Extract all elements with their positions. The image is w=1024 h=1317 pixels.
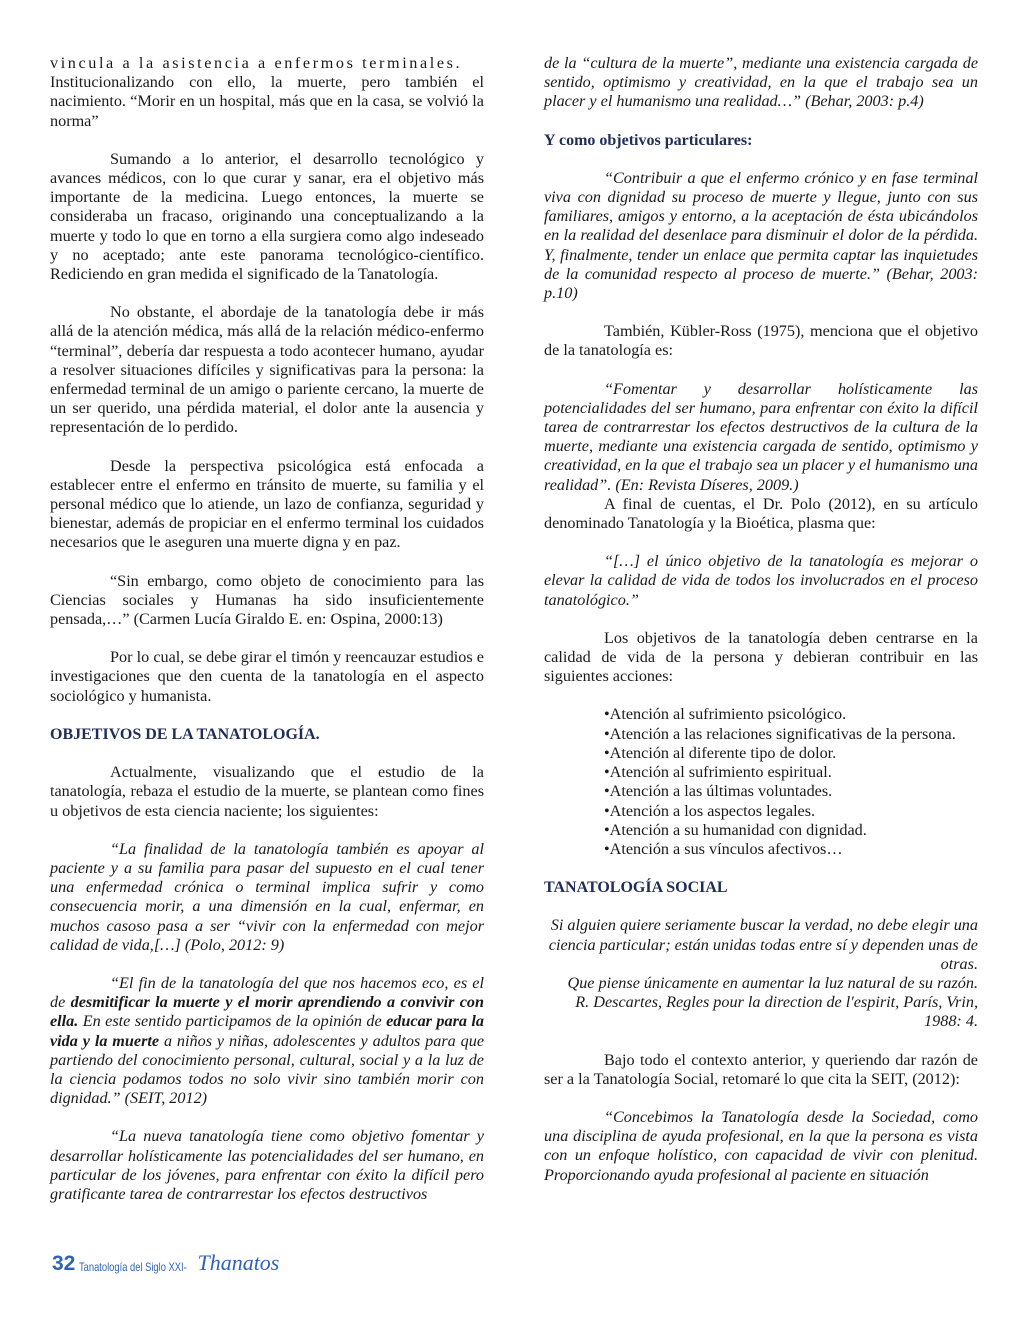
list-item: •Atención a las relaciones significativas de la persona. <box>604 724 956 743</box>
list-item: •Atención a su humanidad con dignidad. <box>604 820 867 839</box>
epigraph-citation: R. Descartes, Regles pour la direction de l'espirit, París, Vrin, 1988: 4. <box>575 993 978 1031</box>
section-heading: OBJETIVOS DE LA TANATOLOGÍA. <box>50 725 320 743</box>
magazine-title: Tanatología del Siglo XXI- <box>79 1260 188 1274</box>
left-column <box>50 54 484 1204</box>
quote-bold-text: educar para la vida y la muerte <box>50 1012 484 1050</box>
page-number: 32 <box>52 1252 76 1275</box>
quote: “Contribuir a que el enfermo crónico y en fase terminal viva con dignidad su proceso de muerte y llegue, junto con sus familiares, amigos y entorno, a la aceptación de ésta ubicándolos en la realidad del desenlace para disminuir el dolor de la pérdida. Y, finalmente, tender un enlace que permita captar las inquietudes de la comunidad respecto al proceso de muerte.” (Behar, 2003: p.10) <box>544 168 978 303</box>
quote: “[…] el único objetivo de la tanatología es mejorar o elevar la calidad de vida de todos los involucrados en el proceso tanatológico.” <box>544 552 978 609</box>
paragraph: Sumando a lo anterior, el desarrollo tecnológico y avances médicos, con lo que curar y sanar, era el objetivo más importante de la medicina. Luego entonces, la muerte se consideraba un fracaso, originando una conceptualizando a la muerte y todo lo que en torno a ella surgiera como algo indeseado y no aceptado; ante este panorama tecnológico-científico. Rediciendo en gran medida el significado de la Tanatología. <box>50 149 484 284</box>
epigraph: Que piense únicamente en aumentar la luz natural de su razón. <box>567 973 978 992</box>
quote: “Concebimos la Tanatología desde la Sociedad, como una disciplina de ayuda profesional, en la que la persona es vista con un enfoque holístico, con capacidad de vivir con plenitud. Proporcionando ayuda profesional al paciente en situación <box>544 1107 978 1184</box>
paragraph: “Sin embargo, como objeto de conocimiento para las Ciencias sociales y Humanas ha sido insuficientemente pensada,…” (Carmen Lucía Giraldo E. en: Ospina, 2000:13) <box>50 571 484 629</box>
paragraph: Institucionalizando con ello, la muerte, pero también el nacimiento. “Morir en un hospital, más que en la casa, se volvió la norma” <box>50 73 484 130</box>
list-item: •Atención a los aspectos legales. <box>604 801 816 820</box>
quote: “La finalidad de la tanatología también es apoyar al paciente y a su familia para pasar del supuesto en el cual tener una enfermedad crónica o terminal implica sufrir y como consecuencia morir, a una dimensión en la cual, enfermar, en muchos casoso pasa a ser “vivir con la enfermedad con mejor calidad de vida,[…] (Polo, 2012: 9) <box>50 839 484 954</box>
list-item: •Atención a las últimas voluntades. <box>604 782 833 801</box>
actions-list <box>544 705 978 859</box>
page-footer <box>52 1250 279 1276</box>
quote-text: En este sentido participamos de la opinión de <box>78 1012 387 1031</box>
paragraph: A final de cuentas, el Dr. Polo (2012), en su artículo denominado Tanatología y la Bioética, plasma que: <box>544 494 978 533</box>
quote <box>50 974 484 1108</box>
subheading: Y como objetivos particulares: <box>544 131 753 149</box>
paragraph: No obstante, el abordaje de la tanatología debe ir más allá de la atención médica, más allá de la relación médico-enfermo “terminal”, debería dar respuesta a todo acontecer humano, ayudar a resolver situaciones difíciles y significativas para la persona: la enfermedad terminal de un amigo o pariente cercano, la muerte de un ser querido, una pérdida material, el dolor ante la ausencia y representación de lo perdido. <box>50 303 484 437</box>
quote: “Fomentar y desarrollar holísticamente las potencialidades del ser humano, para enfrentar con éxito la difícil tarea de contrarrestar los efectos destructivos de la cultura de la muerte, mediante una existencia cargada de sentido, optimismo y creatividad, en la que el trabajo sea un placer y el humanismo una realidad”. (En: Revista Díseres, 2009.) <box>544 379 978 494</box>
paragraph: vincula a la asistencia a enfermos terminales. <box>50 54 463 72</box>
paragraph: Actualmente, visualizando que el estudio de la tanatología, rebaza el estudio de la muerte, se plantean como fines u objetivos de esta ciencia naciente; los siguientes: <box>50 763 484 820</box>
paragraph: También, Kübler-Ross (1975), menciona que el objetivo de la tanatología es: <box>544 322 978 360</box>
paragraph: Por lo cual, se debe girar el timón y reencauzar estudios e investigaciones que den cuenta de la tanatología en el aspecto sociológico y humanista. <box>50 648 484 705</box>
quote-text: a niños y niñas, adolescentes y adultos para que partiendo del conocimiento personal, cultural, social y a la luz de la ciencia podamos todos no solo vivir sino también morir con dignidad.” (SEIT, 2012) <box>50 1031 485 1108</box>
epigraph: Si alguien quiere seriamente buscar la verdad, no debe elegir una ciencia particular; están unidas todas entre sí y dependen unas de otras. <box>548 916 978 973</box>
magazine-logo: Thanatos <box>197 1250 280 1275</box>
list-item: •Atención al sufrimiento espiritual. <box>604 763 832 782</box>
quote: “La nueva tanatología tiene como objetivo fomentar y desarrollar holísticamente las potencialidades del ser humano, en particular de los jóvenes, para enfrentar con éxito la difícil pero gratificante tarea de contrarrestar los efectos destructivos <box>50 1127 484 1203</box>
paragraph: Los objetivos de la tanatología deben centrarse en la calidad de vida de la persona y debieran contribuir en las siguientes acciones: <box>544 628 978 686</box>
quote-bold-text: desmitificar la muerte y el morir aprendiendo a convivir con ella. <box>50 993 485 1031</box>
list-item: •Atención al sufrimiento psicológico. <box>604 705 847 724</box>
list-item: •Atención al diferente tipo de dolor. <box>604 743 837 762</box>
list-item: •Atención a sus vínculos afectivos… <box>604 839 843 858</box>
quote-text: “El fin de la tanatología del que nos hacemos eco, es el de <box>50 973 484 1012</box>
right-column <box>544 54 978 1185</box>
quote: de la “cultura de la muerte”, mediante una existencia cargada de sentido, optimismo y creatividad, en la que el trabajo sea un placer y el humanismo una realidad…” (Behar, 2003: p.4) <box>544 54 978 111</box>
paragraph: Desde la perspectiva psicológica está enfocada a establecer entre el enfermo en tránsito de muerte, su familia y el personal médico que lo atiende, un lazo de confianza, seguridad y bienestar, además de propiciar en el enfermo terminal los cuidados necesarios que le aseguren una muerte digna y en paz. <box>50 456 484 552</box>
section-heading: TANATOLOGÍA SOCIAL <box>544 879 728 897</box>
paragraph: Bajo todo el contexto anterior, y queriendo dar razón de ser a la Tanatología Social, retomaré lo que cita la SEIT, (2012): <box>544 1050 978 1088</box>
